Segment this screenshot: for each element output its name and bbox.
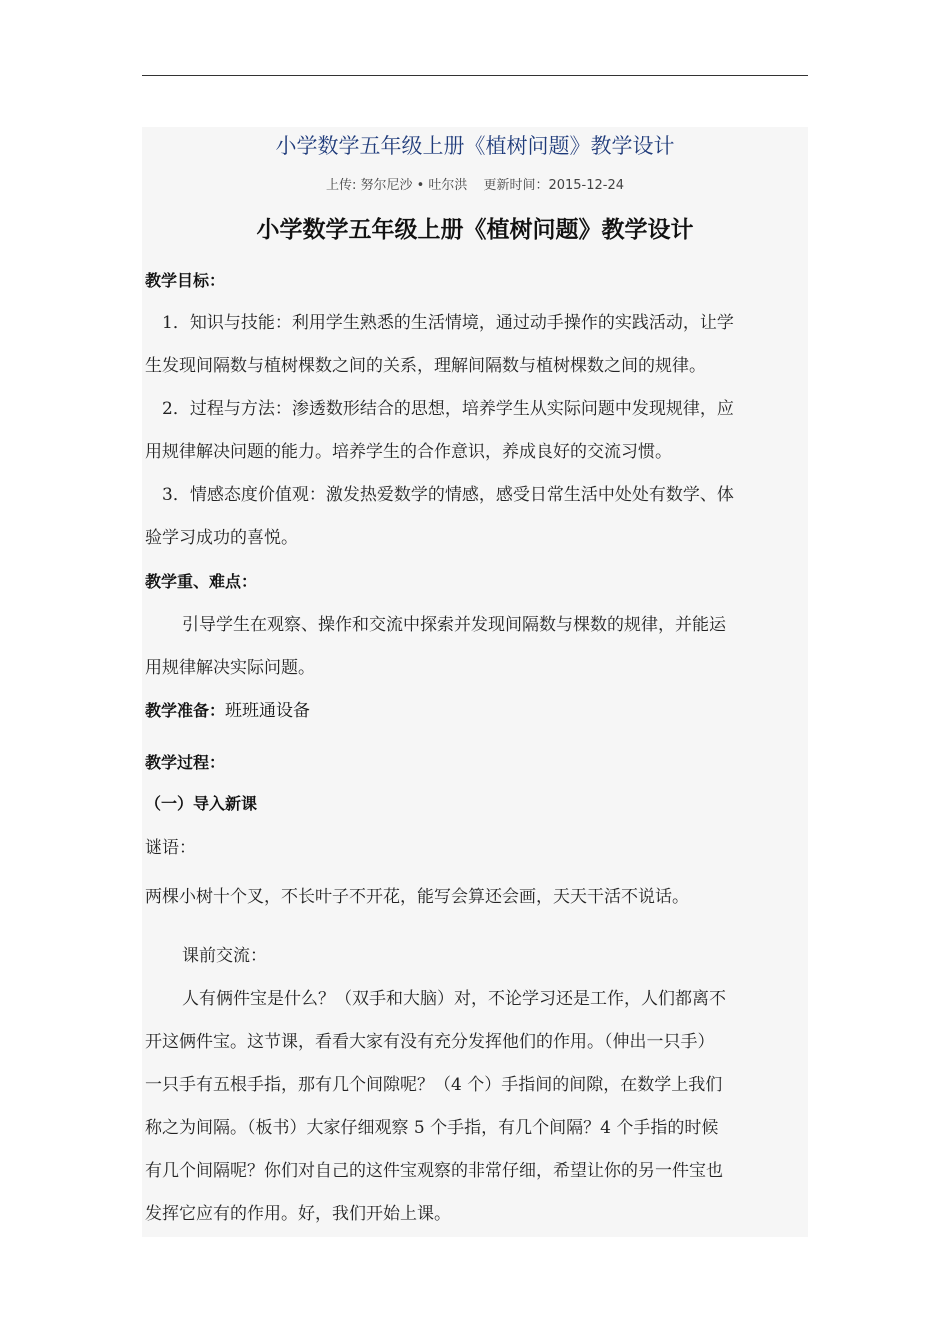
pre-class-line-6: 发挥它应有的作用。好，我们开始上课。 (145, 1204, 451, 1224)
prep-value: 班班通设备 (225, 701, 311, 721)
uploader-label: 上传: 努尔尼沙 • 吐尔洪 (325, 178, 468, 193)
document-body (142, 127, 808, 1237)
pre-class-line-5: 有几个间隔呢？你们对自己的这件宝观察的非常仔细，希望让你的另一件宝也 (145, 1161, 723, 1181)
section-1-heading: （一）导入新课 (145, 794, 258, 813)
objective-1-line-2: 生发现间隔数与植树棵数之间的关系，理解间隔数与植树棵数之间的规律。 (145, 356, 706, 376)
document-title: 小学数学五年级上册《植树问题》教学设计 (256, 217, 694, 243)
riddle-text: 两棵小树十个叉，不长叶子不开花，能写会算还会画，天天干活不说话。 (145, 887, 689, 907)
objective-2-line-1: 2．过程与方法：渗透数形结合的思想，培养学生从实际问题中发现规律，应 (162, 399, 734, 419)
top-rule (142, 75, 808, 76)
key-points-heading: 教学重、难点： (145, 572, 258, 591)
key-points-line-2: 用规律解决实际问题。 (145, 658, 315, 678)
prep-row (145, 700, 808, 722)
pre-class-line-3: 一只手有五根手指，那有几个间隙呢？（4 个）手指间的间隙，在数学上我们 (145, 1075, 723, 1095)
riddle-label: 谜语： (145, 838, 196, 858)
pre-class-line-2: 开这俩件宝。这节课，看看大家有没有充分发挥他们的作用。（伸出一只手） (145, 1032, 715, 1052)
objective-3-line-2: 验学习成功的喜悦。 (145, 528, 298, 548)
objective-3-line-1: 3．情感态度价值观：激发热爱数学的情感，感受日常生活中处处有数学、体 (162, 485, 734, 505)
pre-class-line-4: 称之为间隔。（板书）大家仔细观察 5 个手指，有几个间隔？4 个手指的时候 (145, 1118, 719, 1138)
objective-2-line-2: 用规律解决问题的能力。培养学生的合作意识，养成良好的交流习惯。 (145, 442, 672, 462)
process-heading: 教学过程： (145, 753, 226, 772)
page-title: 小学数学五年级上册《植树问题》教学设计 (275, 134, 675, 158)
prep-heading: 教学准备： (145, 701, 226, 720)
objective-1-line-1: 1．知识与技能：利用学生熟悉的生活情境，通过动手操作的实践活动，让学 (162, 313, 734, 333)
upload-meta (142, 177, 808, 195)
updated-label (483, 178, 624, 193)
key-points-line-1: 引导学生在观察、操作和交流中探索并发现间隔数与棵数的规律，并能运 (182, 615, 726, 635)
pre-class-label: 课前交流： (182, 946, 267, 966)
updated-prefix: 更新时间： (483, 178, 549, 193)
pre-class-line-1: 人有俩件宝是什么？（双手和大脑）对，不论学习还是工作，人们都离不 (182, 989, 726, 1009)
updated-date: 2015-12-24 (548, 178, 625, 193)
objectives-heading: 教学目标： (145, 271, 226, 290)
